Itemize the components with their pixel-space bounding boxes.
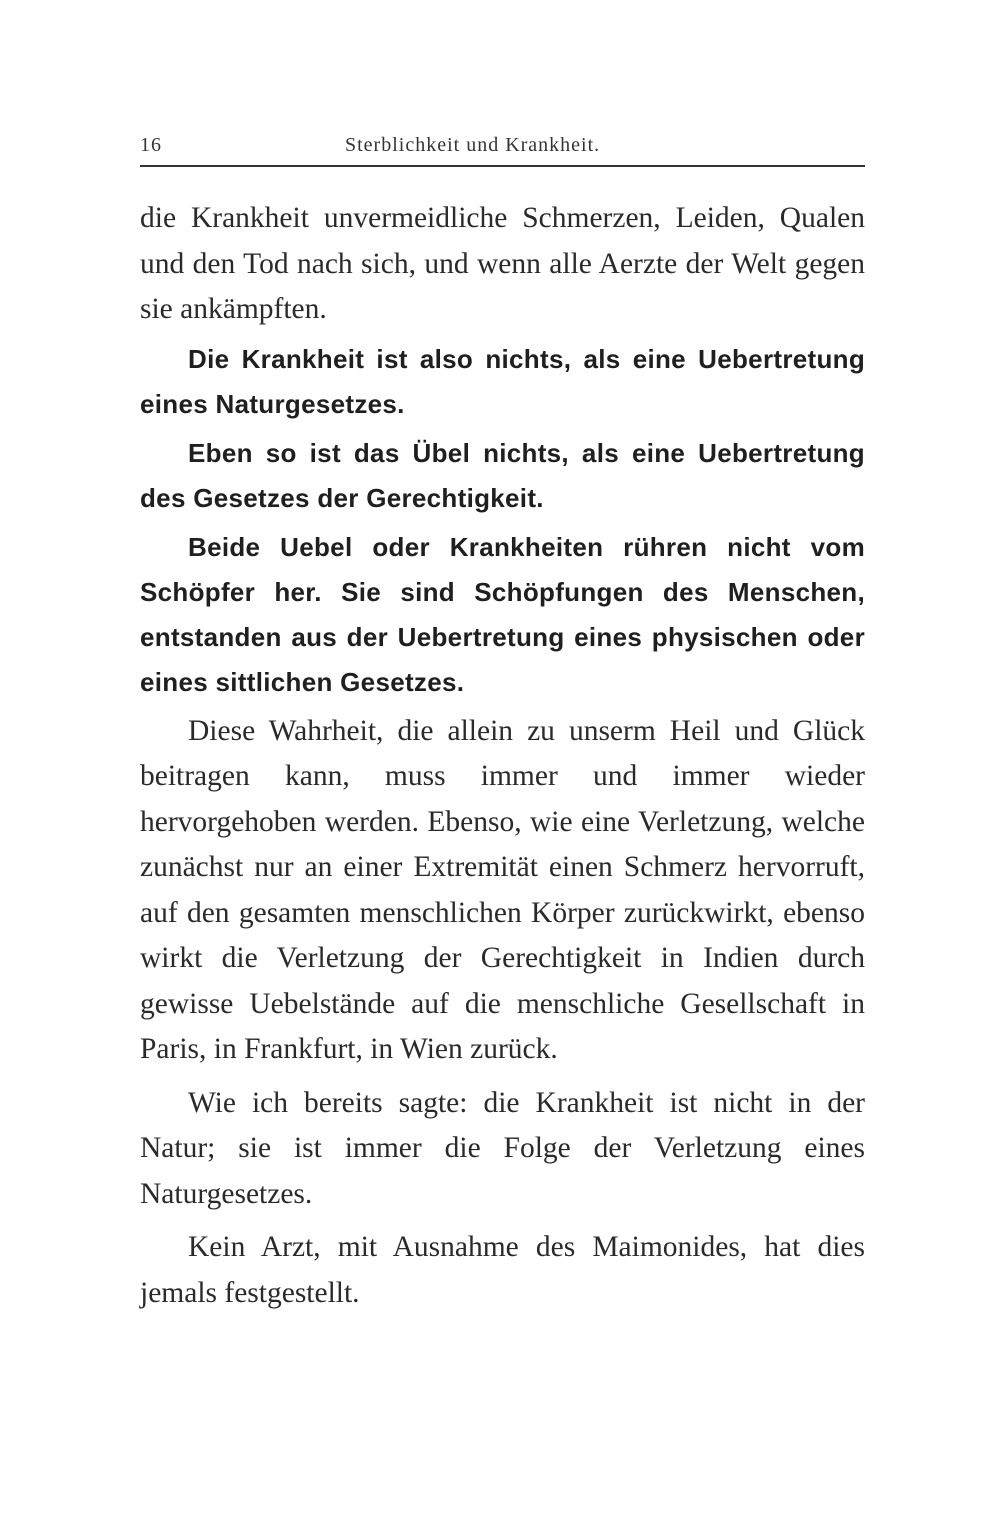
- paragraph-bold-evil: Eben so ist das Übel nichts, als eine Uebertretung des Gesetzes der Gerechtigkeit.: [140, 437, 865, 513]
- paragraph-bold-disease: Die Krankheit ist also nichts, als eine Uebertretung eines Naturgesetzes.: [140, 343, 865, 419]
- paragraph-continuation: die Krankheit unvermeidliche Schmerzen, Leiden, Qualen und den Tod nach sich, und wenn alle Aerzte der Welt gegen sie ankämpften.: [140, 202, 865, 325]
- paragraph-bold-creator: Beide Uebel oder Krankheiten rühren nicht vom Schöpfer her. Sie sind Schöpfungen des Menschen, entstanden aus der Uebertretung eines physischen oder eines sittlichen Gesetzes.: [140, 531, 865, 697]
- page-header: [140, 128, 865, 168]
- paragraph-truth: Diese Wahrheit, die allein zu unserm Heil und Glück beitragen kann, muss immer und immer wieder hervorgehoben werden. Ebenso, wie eine Verletzung, welche zunächst nur an einer Extremität einen Schmerz hervorruft, auf den gesamten menschlichen Körper zurückwirkt, ebenso wirkt die Verletzung der Gerechtigkeit in Indien durch gewisse Uebelstände auf die menschliche Gesellschaft in Paris, in Frankfurt, in Wien zurück.: [140, 714, 865, 1065]
- page-number: 16: [140, 134, 162, 156]
- running-title: Sterblichkeit und Krankheit.: [345, 134, 601, 156]
- header-rule: [140, 165, 865, 167]
- paragraph-maimonides: Kein Arzt, mit Ausnahme des Maimonides, hat dies jemals festgestellt.: [140, 1231, 865, 1309]
- paragraph-nature: Wie ich bereits sagte: die Krankheit ist nicht in der Natur; sie ist immer die Folge der Verletzung eines Naturgesetzes.: [140, 1086, 865, 1210]
- body-text: [140, 196, 865, 1316]
